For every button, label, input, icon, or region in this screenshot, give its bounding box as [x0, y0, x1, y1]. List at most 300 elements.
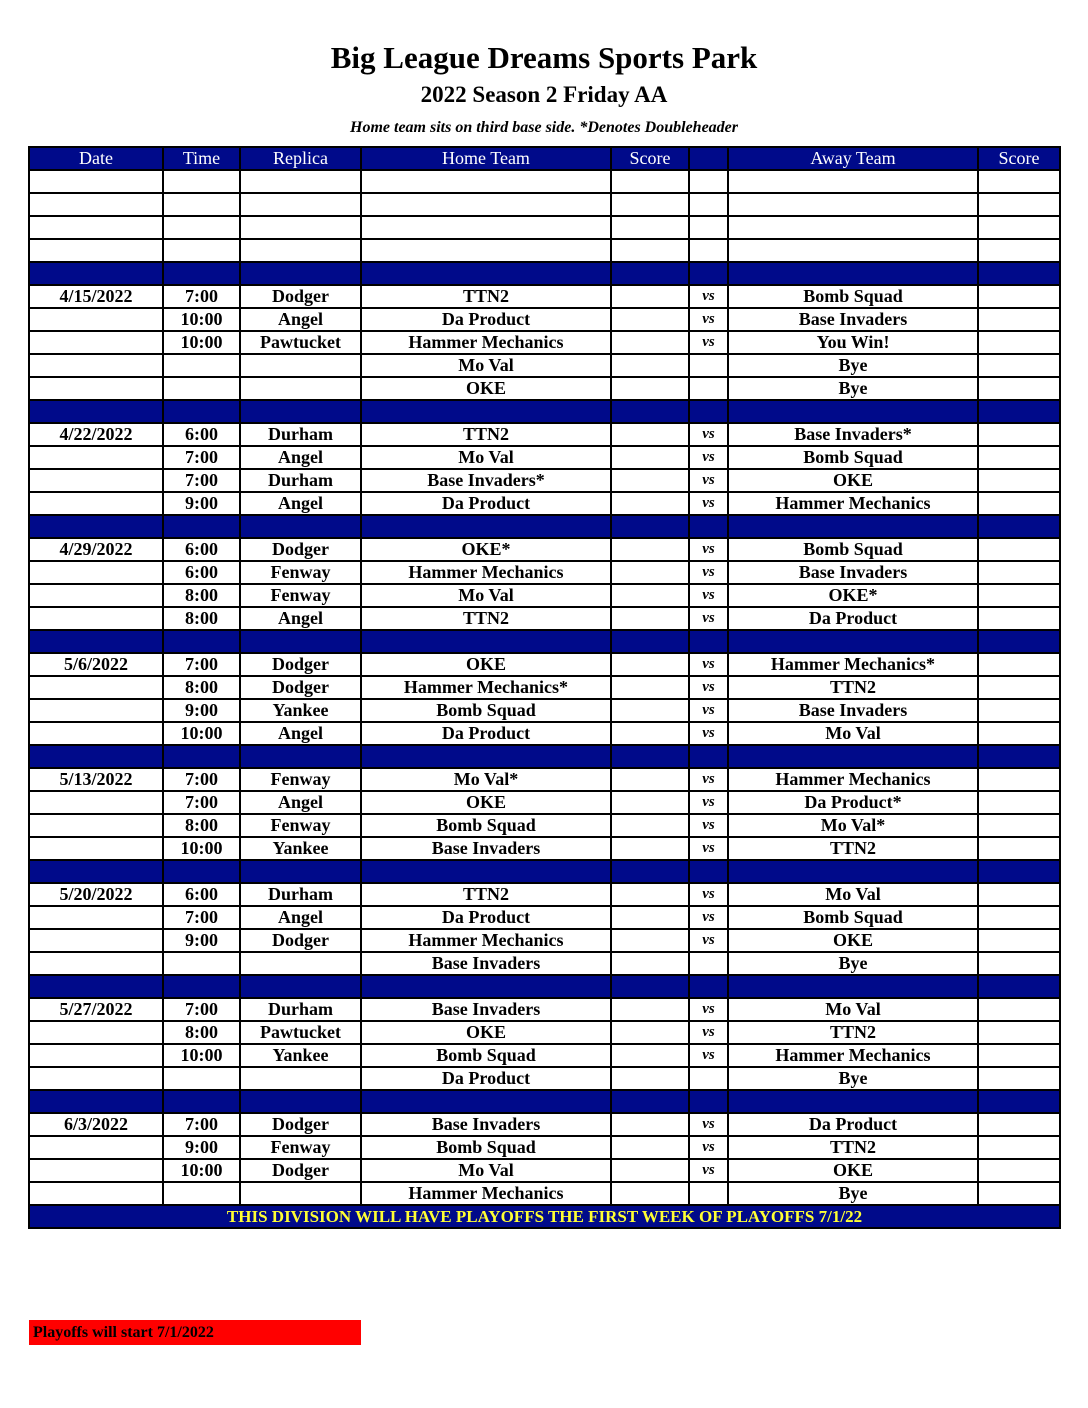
week-separator-row	[29, 400, 1060, 423]
away-team-cell: Base Invaders*	[728, 423, 978, 446]
time-cell	[163, 239, 240, 262]
replica-cell: Angel	[240, 446, 361, 469]
replica-cell: Dodger	[240, 1113, 361, 1136]
vs-cell: vs	[689, 837, 728, 860]
separator-cell	[240, 630, 361, 653]
away-team-cell: OKE	[728, 929, 978, 952]
away-team-cell: Bye	[728, 354, 978, 377]
table-row	[29, 561, 1060, 584]
date-cell	[29, 676, 163, 699]
away-score-cell	[978, 676, 1060, 699]
separator-cell	[163, 262, 240, 285]
home-team-cell: Da Product	[361, 1067, 611, 1090]
home-score-cell	[611, 607, 689, 630]
table-row	[29, 929, 1060, 952]
replica-cell: Angel	[240, 492, 361, 515]
home-score-cell	[611, 469, 689, 492]
home-team-cell: Hammer Mechanics	[361, 1182, 611, 1205]
home-score-cell	[611, 699, 689, 722]
home-team-cell: Bomb Squad	[361, 1136, 611, 1159]
separator-cell	[689, 1090, 728, 1113]
replica-cell	[240, 239, 361, 262]
away-team-cell: TTN2	[728, 676, 978, 699]
away-team-cell: OKE	[728, 1159, 978, 1182]
date-cell	[29, 1182, 163, 1205]
table-row	[29, 837, 1060, 860]
separator-cell	[361, 1090, 611, 1113]
home-score-cell	[611, 170, 689, 193]
separator-cell	[29, 860, 163, 883]
home-team-cell: OKE	[361, 1021, 611, 1044]
home-score-cell	[611, 814, 689, 837]
separator-cell	[163, 630, 240, 653]
home-score-cell	[611, 331, 689, 354]
home-score-cell	[611, 1182, 689, 1205]
vs-cell	[689, 239, 728, 262]
replica-cell: Durham	[240, 469, 361, 492]
time-cell: 10:00	[163, 331, 240, 354]
home-score-cell	[611, 722, 689, 745]
week-separator-row	[29, 975, 1060, 998]
home-team-cell: Da Product	[361, 906, 611, 929]
away-score-cell	[978, 377, 1060, 400]
date-cell	[29, 308, 163, 331]
home-team-cell: TTN2	[361, 423, 611, 446]
col-header-date: Date	[29, 147, 163, 170]
date-cell	[29, 492, 163, 515]
table-row	[29, 1182, 1060, 1205]
time-cell: 10:00	[163, 308, 240, 331]
vs-cell: vs	[689, 469, 728, 492]
home-score-cell	[611, 952, 689, 975]
replica-cell: Dodger	[240, 676, 361, 699]
vs-cell	[689, 952, 728, 975]
separator-cell	[689, 745, 728, 768]
home-score-cell	[611, 423, 689, 446]
away-team-cell: TTN2	[728, 1136, 978, 1159]
schedule-body	[29, 170, 1060, 1228]
home-score-cell	[611, 216, 689, 239]
time-cell: 7:00	[163, 446, 240, 469]
separator-cell	[29, 975, 163, 998]
date-cell: 4/15/2022	[29, 285, 163, 308]
date-cell	[29, 952, 163, 975]
table-row	[29, 906, 1060, 929]
date-cell: 5/6/2022	[29, 653, 163, 676]
vs-cell: vs	[689, 998, 728, 1021]
replica-cell: Fenway	[240, 1136, 361, 1159]
away-score-cell	[978, 1159, 1060, 1182]
home-team-cell: Base Invaders	[361, 998, 611, 1021]
replica-cell: Dodger	[240, 653, 361, 676]
replica-cell	[240, 354, 361, 377]
time-cell: 10:00	[163, 1044, 240, 1067]
separator-cell	[728, 860, 978, 883]
week-separator-row	[29, 515, 1060, 538]
home-team-cell: Hammer Mechanics	[361, 331, 611, 354]
table-row	[29, 285, 1060, 308]
home-score-cell	[611, 1067, 689, 1090]
home-score-cell	[611, 446, 689, 469]
separator-cell	[611, 400, 689, 423]
separator-cell	[240, 400, 361, 423]
away-team-cell: Hammer Mechanics	[728, 492, 978, 515]
vs-cell: vs	[689, 607, 728, 630]
separator-cell	[163, 400, 240, 423]
vs-cell: vs	[689, 446, 728, 469]
table-row	[29, 791, 1060, 814]
away-score-cell	[978, 883, 1060, 906]
away-score-cell	[978, 929, 1060, 952]
away-score-cell	[978, 285, 1060, 308]
replica-cell	[240, 170, 361, 193]
away-score-cell	[978, 331, 1060, 354]
date-cell	[29, 193, 163, 216]
home-team-cell: Mo Val	[361, 446, 611, 469]
separator-cell	[728, 1090, 978, 1113]
replica-cell: Fenway	[240, 561, 361, 584]
week-separator-row	[29, 745, 1060, 768]
date-cell	[29, 377, 163, 400]
home-team-cell: Base Invaders	[361, 837, 611, 860]
away-score-cell	[978, 768, 1060, 791]
separator-cell	[611, 630, 689, 653]
table-row	[29, 377, 1060, 400]
replica-cell: Fenway	[240, 584, 361, 607]
home-team-cell: Mo Val	[361, 354, 611, 377]
separator-cell	[978, 515, 1060, 538]
home-score-cell	[611, 377, 689, 400]
away-score-cell	[978, 1136, 1060, 1159]
page-subtitle: 2022 Season 2 Friday AA	[420, 82, 668, 107]
date-cell: 6/3/2022	[29, 1113, 163, 1136]
away-team-cell: Da Product	[728, 1113, 978, 1136]
date-cell	[29, 929, 163, 952]
table-row	[29, 423, 1060, 446]
time-cell: 7:00	[163, 1113, 240, 1136]
home-score-cell	[611, 768, 689, 791]
time-cell	[163, 216, 240, 239]
week-separator-row	[29, 1090, 1060, 1113]
away-team-cell: Hammer Mechanics*	[728, 653, 978, 676]
time-cell	[163, 354, 240, 377]
away-team-cell: Mo Val	[728, 998, 978, 1021]
separator-cell	[689, 515, 728, 538]
time-cell: 10:00	[163, 722, 240, 745]
time-cell: 10:00	[163, 837, 240, 860]
home-score-cell	[611, 1021, 689, 1044]
separator-cell	[978, 860, 1060, 883]
time-cell: 7:00	[163, 469, 240, 492]
replica-cell: Durham	[240, 883, 361, 906]
separator-cell	[611, 860, 689, 883]
home-team-cell	[361, 239, 611, 262]
away-score-cell	[978, 446, 1060, 469]
away-team-cell: Mo Val*	[728, 814, 978, 837]
vs-cell: vs	[689, 1113, 728, 1136]
separator-cell	[689, 400, 728, 423]
home-team-cell: OKE	[361, 653, 611, 676]
col-header-home-team: Home Team	[361, 147, 611, 170]
table-row	[29, 676, 1060, 699]
home-score-cell	[611, 492, 689, 515]
home-team-cell: TTN2	[361, 883, 611, 906]
date-cell	[29, 814, 163, 837]
time-cell: 7:00	[163, 653, 240, 676]
away-score-cell	[978, 492, 1060, 515]
table-row	[29, 1159, 1060, 1182]
time-cell	[163, 952, 240, 975]
vs-cell: vs	[689, 699, 728, 722]
vs-cell: vs	[689, 791, 728, 814]
vs-cell: vs	[689, 308, 728, 331]
separator-cell	[240, 745, 361, 768]
vs-cell	[689, 377, 728, 400]
separator-cell	[29, 630, 163, 653]
away-score-cell	[978, 354, 1060, 377]
separator-cell	[611, 745, 689, 768]
replica-cell: Durham	[240, 998, 361, 1021]
replica-cell: Angel	[240, 906, 361, 929]
home-score-cell	[611, 791, 689, 814]
home-score-cell	[611, 653, 689, 676]
separator-cell	[163, 860, 240, 883]
table-row	[29, 354, 1060, 377]
home-team-cell: Mo Val*	[361, 768, 611, 791]
away-score-cell	[978, 423, 1060, 446]
replica-cell: Angel	[240, 308, 361, 331]
table-row	[29, 998, 1060, 1021]
time-cell: 7:00	[163, 768, 240, 791]
time-cell: 7:00	[163, 906, 240, 929]
home-score-cell	[611, 239, 689, 262]
home-team-cell	[361, 193, 611, 216]
home-score-cell	[611, 308, 689, 331]
time-cell: 7:00	[163, 791, 240, 814]
home-team-cell: Bomb Squad	[361, 814, 611, 837]
separator-cell	[689, 860, 728, 883]
vs-cell	[689, 1067, 728, 1090]
time-cell	[163, 1182, 240, 1205]
table-row	[29, 193, 1060, 216]
separator-cell	[361, 262, 611, 285]
home-score-cell	[611, 285, 689, 308]
table-row	[29, 1044, 1060, 1067]
home-team-cell: Da Product	[361, 722, 611, 745]
time-cell: 9:00	[163, 492, 240, 515]
vs-cell: vs	[689, 768, 728, 791]
table-row	[29, 952, 1060, 975]
home-score-cell	[611, 354, 689, 377]
home-score-cell	[611, 676, 689, 699]
separator-cell	[29, 515, 163, 538]
time-cell: 8:00	[163, 814, 240, 837]
separator-cell	[611, 515, 689, 538]
week-separator-row	[29, 262, 1060, 285]
table-row	[29, 239, 1060, 262]
date-cell	[29, 170, 163, 193]
home-score-cell	[611, 1136, 689, 1159]
away-team-cell: You Win!	[728, 331, 978, 354]
date-cell	[29, 354, 163, 377]
separator-cell	[978, 630, 1060, 653]
away-team-cell: Mo Val	[728, 883, 978, 906]
home-team-cell: OKE*	[361, 538, 611, 561]
time-cell: 8:00	[163, 584, 240, 607]
date-cell	[29, 791, 163, 814]
separator-cell	[361, 515, 611, 538]
replica-cell: Pawtucket	[240, 1021, 361, 1044]
away-team-cell: TTN2	[728, 1021, 978, 1044]
away-team-cell: Bomb Squad	[728, 906, 978, 929]
away-team-cell: Da Product*	[728, 791, 978, 814]
date-cell: 5/27/2022	[29, 998, 163, 1021]
table-row	[29, 1113, 1060, 1136]
date-cell: 5/13/2022	[29, 768, 163, 791]
date-cell	[29, 446, 163, 469]
away-score-cell	[978, 1021, 1060, 1044]
away-score-cell	[978, 1044, 1060, 1067]
home-team-cell: Base Invaders	[361, 952, 611, 975]
home-score-cell	[611, 584, 689, 607]
vs-cell: vs	[689, 1136, 728, 1159]
vs-cell: vs	[689, 331, 728, 354]
separator-cell	[689, 975, 728, 998]
away-score-cell	[978, 584, 1060, 607]
vs-cell: vs	[689, 584, 728, 607]
vs-cell: vs	[689, 1159, 728, 1182]
date-cell: 4/22/2022	[29, 423, 163, 446]
home-score-cell	[611, 538, 689, 561]
separator-cell	[163, 975, 240, 998]
vs-cell	[689, 216, 728, 239]
replica-cell: Yankee	[240, 699, 361, 722]
home-score-cell	[611, 193, 689, 216]
away-score-cell	[978, 791, 1060, 814]
away-team-cell: Mo Val	[728, 722, 978, 745]
vs-cell	[689, 193, 728, 216]
replica-cell	[240, 193, 361, 216]
away-team-cell: Bye	[728, 377, 978, 400]
home-score-cell	[611, 929, 689, 952]
date-cell	[29, 699, 163, 722]
date-cell	[29, 584, 163, 607]
away-score-cell	[978, 699, 1060, 722]
away-team-cell: OKE	[728, 469, 978, 492]
home-team-cell: TTN2	[361, 607, 611, 630]
separator-cell	[361, 745, 611, 768]
away-team-cell: Bomb Squad	[728, 538, 978, 561]
away-team-cell: Hammer Mechanics	[728, 1044, 978, 1067]
date-cell	[29, 607, 163, 630]
home-team-cell: Da Product	[361, 308, 611, 331]
replica-cell	[240, 1182, 361, 1205]
separator-cell	[361, 630, 611, 653]
away-team-cell: Bye	[728, 1067, 978, 1090]
time-cell: 6:00	[163, 883, 240, 906]
separator-cell	[240, 1090, 361, 1113]
away-team-cell: Base Invaders	[728, 308, 978, 331]
separator-cell	[978, 262, 1060, 285]
separator-cell	[978, 745, 1060, 768]
time-cell	[163, 377, 240, 400]
date-cell	[29, 1136, 163, 1159]
date-cell	[29, 1067, 163, 1090]
home-team-cell: Mo Val	[361, 1159, 611, 1182]
playoffs-start-note: Playoffs will start 7/1/2022	[29, 1320, 361, 1345]
table-row	[29, 722, 1060, 745]
playoffs-banner: THIS DIVISION WILL HAVE PLAYOFFS THE FIRST WEEK OF PLAYOFFS 7/1/22	[29, 1205, 1060, 1228]
away-team-cell: Base Invaders	[728, 561, 978, 584]
replica-cell: Angel	[240, 791, 361, 814]
schedule-table	[28, 146, 1061, 1229]
away-team-cell: OKE*	[728, 584, 978, 607]
away-score-cell	[978, 193, 1060, 216]
table-row	[29, 469, 1060, 492]
col-header-time: Time	[163, 147, 240, 170]
separator-cell	[163, 745, 240, 768]
separator-cell	[240, 515, 361, 538]
replica-cell	[240, 216, 361, 239]
home-score-cell	[611, 1044, 689, 1067]
home-team-cell: OKE	[361, 791, 611, 814]
vs-cell: vs	[689, 676, 728, 699]
date-cell	[29, 1159, 163, 1182]
table-row	[29, 446, 1060, 469]
replica-cell: Yankee	[240, 1044, 361, 1067]
replica-cell: Angel	[240, 722, 361, 745]
replica-cell	[240, 952, 361, 975]
home-score-cell	[611, 1159, 689, 1182]
separator-cell	[728, 745, 978, 768]
date-cell: 4/29/2022	[29, 538, 163, 561]
date-cell	[29, 1044, 163, 1067]
table-row	[29, 584, 1060, 607]
vs-cell: vs	[689, 561, 728, 584]
vs-cell: vs	[689, 883, 728, 906]
time-cell: 9:00	[163, 699, 240, 722]
away-score-cell	[978, 722, 1060, 745]
date-cell	[29, 837, 163, 860]
vs-cell	[689, 1182, 728, 1205]
away-score-cell	[978, 538, 1060, 561]
vs-cell	[689, 354, 728, 377]
away-score-cell	[978, 1067, 1060, 1090]
separator-cell	[29, 262, 163, 285]
doubleheader-note: Home team sits on third base side. *Denotes Doubleheader	[350, 119, 738, 136]
replica-cell: Dodger	[240, 929, 361, 952]
vs-cell: vs	[689, 653, 728, 676]
replica-cell	[240, 1067, 361, 1090]
home-team-cell: Base Invaders	[361, 1113, 611, 1136]
time-cell: 8:00	[163, 676, 240, 699]
time-cell: 6:00	[163, 561, 240, 584]
playoffs-banner-row	[29, 1205, 1060, 1228]
table-row	[29, 216, 1060, 239]
separator-cell	[29, 745, 163, 768]
date-cell	[29, 906, 163, 929]
time-cell: 6:00	[163, 538, 240, 561]
home-team-cell: Base Invaders*	[361, 469, 611, 492]
away-score-cell	[978, 170, 1060, 193]
date-cell: 5/20/2022	[29, 883, 163, 906]
separator-cell	[978, 1090, 1060, 1113]
away-team-cell: Bomb Squad	[728, 446, 978, 469]
away-team-cell: Bye	[728, 1182, 978, 1205]
week-separator-row	[29, 860, 1060, 883]
table-row	[29, 653, 1060, 676]
away-score-cell	[978, 814, 1060, 837]
